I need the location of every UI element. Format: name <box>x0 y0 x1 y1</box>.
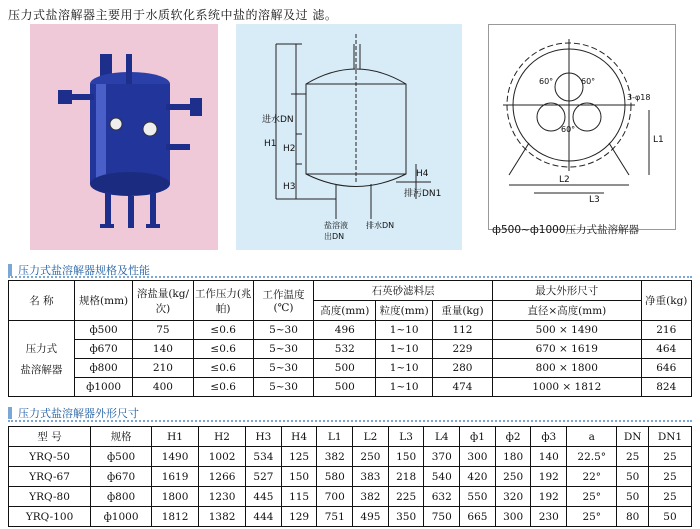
table-row <box>9 340 692 359</box>
table-cell: 1230 <box>199 487 246 507</box>
section-title-dimensions <box>8 405 139 421</box>
th-col: a <box>567 427 617 447</box>
th-col: H1 <box>152 427 199 447</box>
table-cell: 1002 <box>199 447 246 467</box>
table-cell: 80 <box>617 507 649 527</box>
product-photo <box>30 24 218 250</box>
angle-label-1: 60° <box>539 77 554 86</box>
table-cell: 550 <box>460 487 496 507</box>
table-cell: 22° <box>567 467 617 487</box>
table-row <box>9 507 692 527</box>
table-cell: 350 <box>388 507 424 527</box>
cell-grain: 1~10 <box>376 321 432 340</box>
th-spec: 规格(mm) <box>74 281 133 321</box>
cell-temp: 5~30 <box>253 378 313 397</box>
table-cell: 115 <box>281 487 317 507</box>
th-dim2: 直径×高度(mm) <box>493 301 641 321</box>
th-net: 净重(kg) <box>641 281 691 321</box>
th-height: 高度(mm) <box>314 301 376 321</box>
th-weight: 重量(kg) <box>432 301 492 321</box>
th-name: 名 称 <box>9 281 75 321</box>
th-col: H4 <box>281 427 317 447</box>
cell-salt: 210 <box>133 359 193 378</box>
th-col: ф3 <box>531 427 567 447</box>
table-row <box>9 321 692 340</box>
table-cell: 1800 <box>152 487 199 507</box>
cell-temp: 5~30 <box>253 340 313 359</box>
table-cell: 25 <box>648 467 691 487</box>
th-col: 型 号 <box>9 427 91 447</box>
l2-label: L2 <box>559 175 570 185</box>
table-cell: 700 <box>317 487 353 507</box>
table-cell: 25° <box>567 507 617 527</box>
table-cell: YRQ-50 <box>9 447 91 467</box>
inlet-label: 进水DN <box>262 115 294 125</box>
table-cell: 527 <box>246 467 282 487</box>
section-divider <box>8 420 692 422</box>
table-cell: 250 <box>353 447 389 467</box>
brine-outlet-label: 盐溶液出DN <box>324 221 348 241</box>
salt-dissolver-illustration <box>30 24 218 250</box>
table-cell: ф670 <box>91 467 152 487</box>
cell-spec: ф800 <box>74 359 133 378</box>
table-cell: 495 <box>353 507 389 527</box>
spec-table <box>8 280 692 397</box>
intro-text: 压力式盐溶解器主要用于水质软化系统中盐的溶解及过 滤。 <box>8 8 338 22</box>
table-row <box>9 359 692 378</box>
elevation-diagram <box>236 24 462 250</box>
cell-height: 500 <box>314 359 376 378</box>
th-col: L2 <box>353 427 389 447</box>
h3-label: H3 <box>283 182 296 192</box>
table-row <box>9 378 692 397</box>
h2-label: H2 <box>283 144 296 154</box>
sewage-label: 排污DN1 <box>404 189 442 199</box>
table-cell: 25 <box>648 447 691 467</box>
section-bar-icon <box>8 407 12 419</box>
table-cell: 192 <box>531 487 567 507</box>
cell-dim: 500 × 1490 <box>493 321 641 340</box>
table-cell: 382 <box>353 487 389 507</box>
cell-weight: 229 <box>432 340 492 359</box>
table-cell: 140 <box>531 447 567 467</box>
cell-salt: 75 <box>133 321 193 340</box>
table-cell: 751 <box>317 507 353 527</box>
cell-height: 532 <box>314 340 376 359</box>
table-cell: 383 <box>353 467 389 487</box>
cell-spec: ф500 <box>74 321 133 340</box>
th-sand: 石英砂滤料层 <box>314 281 493 301</box>
h1-label: H1 <box>264 139 277 149</box>
cell-spec: ф1000 <box>74 378 133 397</box>
elevation-drawing <box>236 24 462 250</box>
th-col: 规格 <box>91 427 152 447</box>
section-divider <box>8 276 692 278</box>
name-cell <box>9 321 75 397</box>
th-col: L1 <box>317 427 353 447</box>
h4-label: H4 <box>416 169 429 179</box>
table-cell: 25 <box>617 447 649 467</box>
table-cell: 382 <box>317 447 353 467</box>
table-cell: 192 <box>531 467 567 487</box>
cell-pressure: ≤0.6 <box>193 340 253 359</box>
name-line-b: 盐溶解器 <box>20 363 63 376</box>
th-pressure: 工作压力(兆帕) <box>193 281 253 321</box>
table-cell: 50 <box>617 487 649 507</box>
table-cell: YRQ-80 <box>9 487 91 507</box>
table-cell: 250 <box>495 467 531 487</box>
cell-salt: 400 <box>133 378 193 397</box>
cell-height: 500 <box>314 378 376 397</box>
table-cell: 129 <box>281 507 317 527</box>
table-cell: 320 <box>495 487 531 507</box>
table-cell: ф1000 <box>91 507 152 527</box>
table-cell: 420 <box>460 467 496 487</box>
table-cell: 300 <box>460 447 496 467</box>
cell-weight: 112 <box>432 321 492 340</box>
plan-caption: ф500~ф1000压力式盐溶解器 <box>492 224 640 236</box>
th-col: H2 <box>199 427 246 447</box>
table-cell: 1490 <box>152 447 199 467</box>
table-cell: ф500 <box>91 447 152 467</box>
table-cell: 150 <box>388 447 424 467</box>
name-line-a: 压力式 <box>25 342 58 355</box>
drain-label: 排水DN <box>366 221 395 230</box>
table-cell: 444 <box>246 507 282 527</box>
table-row <box>9 487 692 507</box>
th-col: L3 <box>388 427 424 447</box>
table-cell: YRQ-100 <box>9 507 91 527</box>
table-cell: 1382 <box>199 507 246 527</box>
table-cell: 125 <box>281 447 317 467</box>
cell-dim: 1000 × 1812 <box>493 378 641 397</box>
cell-weight: 474 <box>432 378 492 397</box>
table-cell: 540 <box>424 467 460 487</box>
table-cell: 445 <box>246 487 282 507</box>
plan-diagram <box>489 25 675 229</box>
table-cell: YRQ-67 <box>9 467 91 487</box>
th-col: DN <box>617 427 649 447</box>
cell-net: 464 <box>641 340 691 359</box>
table-cell: 25° <box>567 487 617 507</box>
th-col: H3 <box>246 427 282 447</box>
cell-pressure: ≤0.6 <box>193 321 253 340</box>
section-bar-icon <box>8 264 12 276</box>
table-cell: 180 <box>495 447 531 467</box>
cell-net: 216 <box>641 321 691 340</box>
section-title-dimensions-text: 压力式盐溶解器外形尺寸 <box>18 407 139 420</box>
plan-drawing <box>488 24 676 230</box>
cell-net: 646 <box>641 359 691 378</box>
cell-height: 496 <box>314 321 376 340</box>
cell-pressure: ≤0.6 <box>193 359 253 378</box>
l-height-label: L1 <box>653 135 664 145</box>
table-cell: 22.5° <box>567 447 617 467</box>
table-cell: 225 <box>388 487 424 507</box>
table-cell: 665 <box>460 507 496 527</box>
cell-grain: 1~10 <box>376 340 432 359</box>
table-cell: 230 <box>531 507 567 527</box>
th-salt: 溶盐量(kg/次) <box>133 281 193 321</box>
angle-label-2: 60° <box>581 77 596 86</box>
table-cell: 1619 <box>152 467 199 487</box>
table-cell: 370 <box>424 447 460 467</box>
section-title-specs-text: 压力式盐溶解器规格及性能 <box>18 264 150 277</box>
table-cell: 1266 <box>199 467 246 487</box>
table-cell: ф800 <box>91 487 152 507</box>
table-cell: 534 <box>246 447 282 467</box>
table-cell: 218 <box>388 467 424 487</box>
cell-grain: 1~10 <box>376 378 432 397</box>
cell-pressure: ≤0.6 <box>193 378 253 397</box>
cell-net: 824 <box>641 378 691 397</box>
table-cell: 300 <box>495 507 531 527</box>
th-col: ф1 <box>460 427 496 447</box>
cell-weight: 280 <box>432 359 492 378</box>
cell-salt: 140 <box>133 340 193 359</box>
l3-label: L3 <box>589 195 600 205</box>
th-col: L4 <box>424 427 460 447</box>
table-cell: 1812 <box>152 507 199 527</box>
cell-temp: 5~30 <box>253 359 313 378</box>
cell-dim: 670 × 1619 <box>493 340 641 359</box>
table-cell: 25 <box>648 487 691 507</box>
hole-label: 3-φ18 <box>627 93 651 102</box>
cell-spec: ф670 <box>74 340 133 359</box>
table-cell: 580 <box>317 467 353 487</box>
th-col: ф2 <box>495 427 531 447</box>
table-header-row <box>9 427 692 447</box>
table-cell: 632 <box>424 487 460 507</box>
angle-label-3: 60° <box>561 125 576 134</box>
cell-temp: 5~30 <box>253 321 313 340</box>
table-row <box>9 467 692 487</box>
table-cell: 50 <box>617 467 649 487</box>
cell-grain: 1~10 <box>376 359 432 378</box>
table-cell: 150 <box>281 467 317 487</box>
dimension-table <box>8 426 692 527</box>
th-grain: 粒度(mm) <box>376 301 432 321</box>
table-row <box>9 447 692 467</box>
th-col: DN1 <box>648 427 691 447</box>
th-dim: 最大外形尺寸 <box>493 281 641 301</box>
table-cell: 750 <box>424 507 460 527</box>
table-cell: 50 <box>648 507 691 527</box>
cell-dim: 800 × 1800 <box>493 359 641 378</box>
th-temp: 工作温度(℃) <box>253 281 313 321</box>
